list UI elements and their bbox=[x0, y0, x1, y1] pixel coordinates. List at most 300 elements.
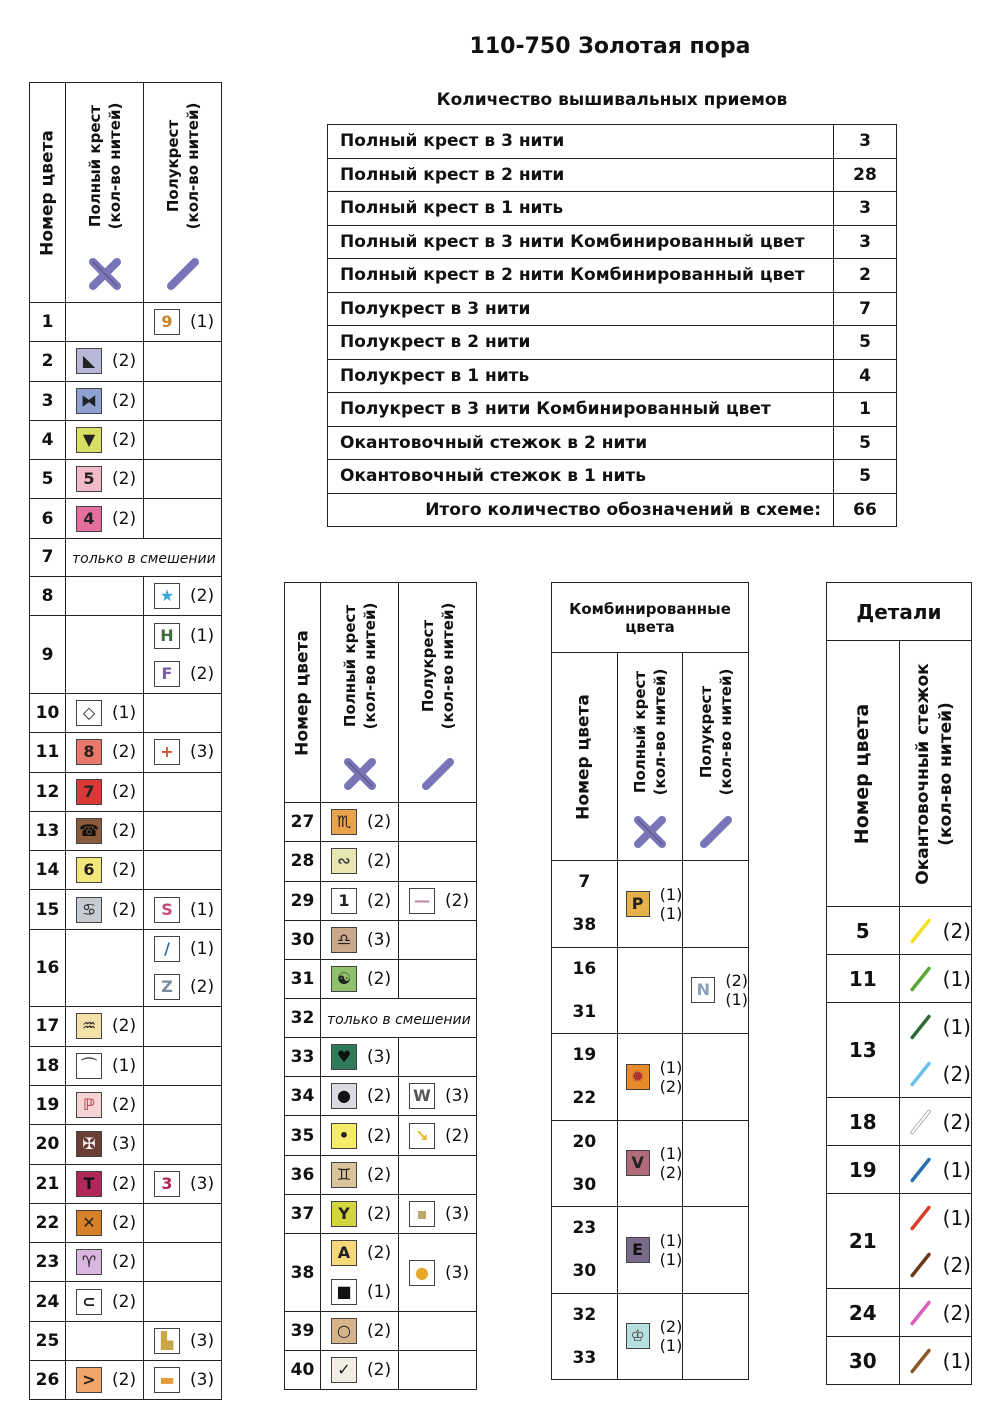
color-number: 32 bbox=[572, 1304, 597, 1325]
counts-subtitle: Количество вышивальных приемов bbox=[436, 90, 788, 110]
color-number: 23 bbox=[30, 1243, 66, 1282]
thread-count: (2) bbox=[112, 1370, 137, 1391]
full-cross-cell bbox=[66, 1164, 144, 1203]
full-entry bbox=[66, 773, 143, 811]
full-cross-cell bbox=[66, 890, 144, 929]
full-entry bbox=[321, 842, 398, 880]
stitch-symbol: ♎ bbox=[331, 927, 357, 953]
table-row bbox=[30, 1085, 222, 1124]
count-label: Полукрест в 3 нити bbox=[328, 292, 834, 326]
full-cross-cell bbox=[66, 693, 144, 732]
stitch-symbol: P bbox=[626, 891, 650, 917]
full-cross-cell bbox=[66, 1282, 144, 1321]
half-entry bbox=[399, 1077, 476, 1115]
color-number: 38 bbox=[572, 915, 597, 936]
count-value: 7 bbox=[834, 292, 897, 326]
half-entry bbox=[144, 577, 221, 615]
full-cross-cell bbox=[321, 1194, 399, 1233]
thread-count: (2) bbox=[445, 1125, 470, 1146]
thread-count: (2) bbox=[367, 1086, 392, 1107]
table-row bbox=[285, 999, 477, 1037]
half-cross-cell bbox=[399, 1351, 477, 1390]
half-cross-cell bbox=[144, 303, 222, 342]
full-entry bbox=[66, 1361, 143, 1399]
count-row bbox=[328, 460, 897, 494]
thread-count: (1) bbox=[112, 1055, 137, 1076]
color-number: 32 bbox=[285, 999, 321, 1037]
color-number: 26 bbox=[30, 1361, 66, 1400]
thread-count: (3) bbox=[367, 1046, 392, 1067]
header-color-number-label: Номер цвета bbox=[37, 129, 58, 256]
color-number: 16 bbox=[30, 929, 66, 1007]
diagonal-stitch-icon bbox=[165, 256, 201, 292]
full-cross-cell bbox=[66, 772, 144, 811]
table-row bbox=[30, 499, 222, 538]
thread-count: (2) bbox=[659, 1076, 683, 1096]
backstitch-entry bbox=[900, 1098, 972, 1145]
mix-only-text: только в смешении bbox=[327, 1011, 471, 1028]
thread-count: (3) bbox=[445, 1204, 470, 1225]
thread-count: (1) bbox=[659, 903, 683, 923]
full-cross-cell bbox=[321, 881, 399, 920]
table-row bbox=[30, 381, 222, 420]
stitch-symbol: ♏ bbox=[331, 809, 357, 835]
full-entry bbox=[321, 1195, 398, 1233]
full-entry bbox=[618, 1231, 683, 1269]
stitch-symbol: ■ bbox=[331, 1279, 357, 1305]
full-cross-cell bbox=[617, 947, 683, 1034]
thread-count: (2) bbox=[445, 890, 470, 911]
table-row bbox=[30, 811, 222, 850]
stitch-symbol: ♈ bbox=[76, 1249, 102, 1275]
header-half-cross-label: Полукрест bbox=[163, 120, 182, 213]
color-number: 19 bbox=[30, 1085, 66, 1124]
full-cross-cell bbox=[321, 842, 399, 881]
color-number: 13 bbox=[827, 1003, 900, 1098]
thread-count: (3) bbox=[367, 930, 392, 951]
half-cross-cell bbox=[399, 1311, 477, 1350]
half-entry bbox=[144, 930, 221, 968]
color-number: 31 bbox=[285, 960, 321, 999]
table-row bbox=[30, 1282, 222, 1321]
combined-title-row bbox=[552, 583, 749, 653]
header-full-cross bbox=[321, 583, 399, 803]
stitch-symbol: ◇ bbox=[76, 700, 102, 726]
full-entry bbox=[66, 460, 143, 498]
half-entry bbox=[144, 1165, 221, 1203]
thread-count: (2) bbox=[112, 1173, 137, 1194]
count-value: 3 bbox=[834, 225, 897, 259]
half-cross-cell bbox=[144, 499, 222, 538]
color-number-pair bbox=[552, 1207, 618, 1294]
backstitch-line-icon bbox=[908, 1292, 933, 1334]
backstitch-entry bbox=[900, 907, 972, 954]
full-entry bbox=[66, 1047, 143, 1085]
half-cross-cell bbox=[683, 947, 749, 1034]
stitch-symbol: V bbox=[626, 1150, 650, 1176]
color-number-pair bbox=[552, 1293, 618, 1380]
full-cross-cell bbox=[66, 851, 144, 890]
backstitch-entry bbox=[900, 1146, 972, 1193]
table-row bbox=[30, 733, 222, 772]
thread-count: (2) bbox=[190, 586, 215, 607]
color-number: 28 bbox=[285, 842, 321, 881]
header-backstitch bbox=[899, 641, 972, 907]
thread-count: (1) bbox=[190, 625, 215, 646]
thread-count: (1) bbox=[942, 1157, 971, 1182]
full-entry bbox=[321, 960, 398, 998]
header-full-cross-label: Полный крест bbox=[340, 605, 359, 728]
header-color-number-label: Номер цвета bbox=[573, 693, 594, 820]
full-cross-cell bbox=[617, 1034, 683, 1121]
color-key-table-2 bbox=[284, 582, 477, 1390]
color-number: 2 bbox=[30, 342, 66, 381]
full-entry bbox=[66, 694, 143, 732]
color-number: 7 bbox=[578, 872, 591, 893]
full-cross-cell bbox=[617, 1120, 683, 1207]
color-number: 23 bbox=[572, 1218, 597, 1239]
half-cross-cell bbox=[683, 1293, 749, 1380]
full-cross-cell bbox=[66, 1361, 144, 1400]
mix-only-note bbox=[321, 999, 477, 1037]
header-half-cross bbox=[144, 83, 222, 303]
stitch-symbol: ▪ bbox=[409, 1201, 435, 1227]
details-row bbox=[827, 1146, 972, 1194]
table-row bbox=[30, 1046, 222, 1085]
table-row bbox=[285, 1351, 477, 1390]
combined-row bbox=[552, 1120, 749, 1207]
full-entry bbox=[66, 1282, 143, 1320]
table-row bbox=[285, 1194, 477, 1233]
stitch-symbol: • bbox=[331, 1123, 357, 1149]
color-number: 5 bbox=[30, 460, 66, 499]
color-number: 1 bbox=[30, 303, 66, 342]
half-cross-cell bbox=[144, 693, 222, 732]
color-number: 19 bbox=[827, 1146, 900, 1194]
color-number: 9 bbox=[30, 616, 66, 694]
color-number: 18 bbox=[827, 1098, 900, 1146]
half-cross-cell bbox=[144, 772, 222, 811]
full-entry bbox=[618, 1317, 683, 1355]
half-cross-cell bbox=[683, 1120, 749, 1207]
stitch-symbol: ☎ bbox=[76, 818, 102, 844]
count-value: 2 bbox=[834, 259, 897, 293]
half-cross-cell bbox=[144, 1085, 222, 1124]
count-label: Полный крест в 3 нити Комбинированный цвет bbox=[328, 225, 834, 259]
color-number-pair bbox=[552, 861, 618, 948]
thread-count: (1) bbox=[942, 966, 971, 991]
header-full-cross bbox=[66, 83, 144, 303]
full-cross-cell bbox=[66, 303, 144, 342]
half-entry bbox=[144, 1361, 221, 1399]
thread-count: (2) bbox=[367, 812, 392, 833]
thread-count: (3) bbox=[445, 1262, 470, 1283]
thread-count: (1) bbox=[190, 899, 215, 920]
total-value: 66 bbox=[834, 493, 897, 527]
full-entry bbox=[321, 1273, 398, 1311]
stitch-symbol: ○ bbox=[331, 1318, 357, 1344]
stitch-symbol: 9 bbox=[154, 309, 180, 335]
total-label: Итого количество обозначений в схеме: bbox=[328, 493, 834, 527]
thread-count: (1) bbox=[725, 990, 748, 1010]
stitch-symbol: S bbox=[154, 897, 180, 923]
full-entry bbox=[321, 803, 398, 841]
details-row bbox=[827, 1194, 972, 1289]
full-cross-cell bbox=[617, 1293, 683, 1380]
full-cross-cell bbox=[66, 1203, 144, 1242]
count-row bbox=[328, 393, 897, 427]
header-thread-count: (кол-во нитей) bbox=[438, 602, 457, 730]
stitch-symbol: ● bbox=[331, 1083, 357, 1109]
mix-only-text: только в смешении bbox=[72, 550, 216, 567]
stitch-symbol: / bbox=[154, 936, 180, 962]
table-row bbox=[285, 1234, 477, 1312]
full-cross-cell bbox=[66, 811, 144, 850]
thread-count: (2) bbox=[367, 851, 392, 872]
header-thread-count: (кол-во нитей) bbox=[360, 602, 379, 730]
full-entry bbox=[321, 882, 398, 920]
stitch-symbol: F bbox=[154, 661, 180, 687]
half-cross-cell bbox=[399, 881, 477, 920]
color-number: 24 bbox=[827, 1289, 900, 1337]
color-number: 20 bbox=[30, 1125, 66, 1164]
stitch-symbol: 1 bbox=[331, 888, 357, 914]
table-row bbox=[30, 693, 222, 732]
half-entry bbox=[399, 1116, 476, 1154]
full-cross-cell bbox=[66, 1243, 144, 1282]
count-value: 5 bbox=[834, 326, 897, 360]
stitch-symbol: T bbox=[76, 1171, 102, 1197]
full-entry bbox=[66, 1125, 143, 1163]
half-cross-cell bbox=[144, 851, 222, 890]
full-entry bbox=[66, 382, 143, 420]
color-number: 5 bbox=[827, 907, 900, 955]
backstitch-entry bbox=[900, 1050, 972, 1097]
color-number: 35 bbox=[285, 1116, 321, 1155]
count-label: Полукрест в 1 нить bbox=[328, 359, 834, 393]
table-row bbox=[30, 460, 222, 499]
stitch-symbol: 3 bbox=[154, 1171, 180, 1197]
details-row bbox=[827, 1003, 972, 1098]
color-number: 21 bbox=[30, 1164, 66, 1203]
half-cross-cell bbox=[144, 929, 222, 1007]
table-row bbox=[285, 1116, 477, 1155]
details-title-row bbox=[827, 583, 972, 641]
stitch-symbol: ✹ bbox=[626, 1064, 650, 1090]
half-cross-cell bbox=[399, 1116, 477, 1155]
color-number: 22 bbox=[572, 1088, 597, 1109]
thread-count: (2) bbox=[112, 351, 137, 372]
full-entry bbox=[66, 499, 143, 537]
stitch-symbol: + bbox=[154, 739, 180, 765]
thread-count: (1) bbox=[190, 312, 215, 333]
table-row bbox=[30, 851, 222, 890]
details-row bbox=[827, 1098, 972, 1146]
half-cross-cell bbox=[399, 842, 477, 881]
stitch-symbol: ▙ bbox=[154, 1328, 180, 1354]
backstitch-line-icon bbox=[908, 910, 933, 952]
table-row bbox=[285, 1155, 477, 1194]
full-cross-cell bbox=[321, 1351, 399, 1390]
color-number: 14 bbox=[30, 851, 66, 890]
stitch-symbol: ▬ bbox=[154, 1367, 180, 1393]
stitch-symbol: ↘ bbox=[409, 1123, 435, 1149]
full-entry bbox=[66, 890, 143, 928]
thread-count: (2) bbox=[112, 781, 137, 802]
full-cross-cell bbox=[321, 1311, 399, 1350]
table-row bbox=[285, 842, 477, 881]
thread-count: (2) bbox=[367, 1204, 392, 1225]
stitch-symbol: — bbox=[409, 888, 435, 914]
table-row bbox=[30, 1243, 222, 1282]
table-row bbox=[285, 881, 477, 920]
thread-count: (3) bbox=[112, 1134, 137, 1155]
color-number: 33 bbox=[572, 1347, 597, 1368]
color-number: 16 bbox=[572, 958, 597, 979]
thread-count: (3) bbox=[190, 742, 215, 763]
full-cross-cell bbox=[321, 1234, 399, 1312]
full-entry bbox=[66, 1165, 143, 1203]
combined-row bbox=[552, 1207, 749, 1294]
full-entry bbox=[321, 1312, 398, 1350]
stitch-symbol: ♋ bbox=[76, 897, 102, 923]
count-value: 5 bbox=[834, 426, 897, 460]
table-row bbox=[30, 1361, 222, 1400]
half-cross-cell bbox=[144, 381, 222, 420]
color-number: 34 bbox=[285, 1077, 321, 1116]
backstitch-line-icon bbox=[908, 1197, 933, 1239]
half-cross-cell bbox=[399, 1194, 477, 1233]
color-number: 30 bbox=[572, 1174, 597, 1195]
half-cross-cell bbox=[683, 1207, 749, 1294]
table-row bbox=[30, 538, 222, 576]
full-cross-cell bbox=[66, 342, 144, 381]
header-thread-count: (кол-во нитей) bbox=[650, 668, 669, 795]
count-row bbox=[328, 359, 897, 393]
table-row bbox=[285, 803, 477, 842]
color-number: 20 bbox=[572, 1131, 597, 1152]
color-number: 30 bbox=[285, 920, 321, 959]
thread-count: (2) bbox=[190, 663, 215, 684]
header-color-number bbox=[827, 641, 900, 907]
backstitch-cell bbox=[899, 1194, 972, 1289]
stitch-symbol: 6 bbox=[76, 857, 102, 883]
stitch-symbol: ⌒ bbox=[76, 1053, 102, 1079]
color-number: 11 bbox=[30, 733, 66, 772]
stitch-symbol: ♔ bbox=[626, 1323, 650, 1349]
half-entry bbox=[399, 882, 476, 920]
half-cross-cell bbox=[144, 890, 222, 929]
count-value: 3 bbox=[834, 192, 897, 226]
full-cross-cell bbox=[66, 460, 144, 499]
count-label: Полукрест в 2 нити bbox=[328, 326, 834, 360]
table-row bbox=[30, 342, 222, 381]
backstitch-entry bbox=[900, 1337, 972, 1384]
full-cross-cell bbox=[321, 920, 399, 959]
count-total-row bbox=[328, 493, 897, 527]
full-entry bbox=[321, 1116, 398, 1154]
full-cross-cell bbox=[66, 381, 144, 420]
details-row bbox=[827, 907, 972, 955]
table-row bbox=[285, 960, 477, 999]
thread-count: (1) bbox=[659, 1057, 683, 1077]
stitch-symbol: A bbox=[331, 1240, 357, 1266]
combined-row bbox=[552, 1293, 749, 1380]
thread-count: (2) bbox=[112, 1016, 137, 1037]
stitch-symbol: ♊ bbox=[331, 1162, 357, 1188]
stitch-symbol: ♒ bbox=[76, 1013, 102, 1039]
thread-count: (3) bbox=[190, 1173, 215, 1194]
table-row bbox=[30, 1164, 222, 1203]
count-label: Полный крест в 2 нити Комбинированный цвет bbox=[328, 259, 834, 293]
stitch-symbol: E bbox=[626, 1237, 650, 1263]
stitch-symbol: ★ bbox=[154, 583, 180, 609]
thread-count: (2) bbox=[367, 890, 392, 911]
backstitch-line-icon bbox=[908, 1149, 933, 1191]
count-label: Окантовочный стежок в 2 нити bbox=[328, 426, 834, 460]
combined-row bbox=[552, 1034, 749, 1121]
backstitch-cell bbox=[899, 907, 972, 955]
page-title: 110-750 Золотая пора bbox=[469, 34, 751, 59]
table-row bbox=[30, 772, 222, 811]
half-cross-cell bbox=[399, 960, 477, 999]
thread-count: (1) bbox=[659, 1230, 683, 1250]
diagonal-stitch-icon bbox=[420, 756, 456, 792]
thread-count: (2) bbox=[942, 1300, 971, 1325]
stitch-symbol: 8 bbox=[76, 739, 102, 765]
header-full-cross-label: Полный крест bbox=[85, 105, 104, 228]
backstitch-entry bbox=[900, 955, 972, 1002]
table-header bbox=[285, 583, 477, 803]
table-header bbox=[827, 641, 972, 907]
combined-title: Комбинированные цвета bbox=[552, 583, 749, 653]
full-entry bbox=[321, 1156, 398, 1194]
color-number: 22 bbox=[30, 1203, 66, 1242]
count-label: Полный крест в 1 нить bbox=[328, 192, 834, 226]
stitch-symbol: Z bbox=[154, 974, 180, 1000]
half-cross-cell bbox=[144, 1007, 222, 1046]
x-cross-icon bbox=[342, 756, 378, 792]
stitch-symbol: ▼ bbox=[76, 427, 102, 453]
full-entry bbox=[66, 1204, 143, 1242]
combined-row bbox=[552, 947, 749, 1034]
color-number: 19 bbox=[572, 1045, 597, 1066]
count-row bbox=[328, 125, 897, 159]
thread-count: (2) bbox=[112, 469, 137, 490]
backstitch-line-icon bbox=[908, 1340, 933, 1382]
stitch-symbol: H bbox=[154, 623, 180, 649]
thread-count: (1) bbox=[659, 884, 683, 904]
color-number: 18 bbox=[30, 1046, 66, 1085]
backstitch-cell bbox=[899, 1289, 972, 1337]
backstitch-entry bbox=[900, 1289, 972, 1336]
color-number: 39 bbox=[285, 1311, 321, 1350]
color-number: 33 bbox=[285, 1037, 321, 1076]
full-cross-cell bbox=[66, 733, 144, 772]
half-cross-cell bbox=[144, 733, 222, 772]
table-row bbox=[30, 1321, 222, 1360]
half-entry bbox=[144, 303, 221, 341]
details-title: Детали bbox=[827, 583, 972, 641]
half-cross-cell bbox=[144, 1125, 222, 1164]
stitch-symbol: ⊂ bbox=[76, 1289, 102, 1315]
backstitch-line-icon bbox=[908, 1053, 933, 1095]
header-thread-count: (кол-во нитей) bbox=[716, 668, 735, 795]
color-number: 6 bbox=[30, 499, 66, 538]
full-cross-cell bbox=[321, 1077, 399, 1116]
half-entry bbox=[683, 971, 748, 1009]
x-cross-icon bbox=[87, 256, 123, 292]
